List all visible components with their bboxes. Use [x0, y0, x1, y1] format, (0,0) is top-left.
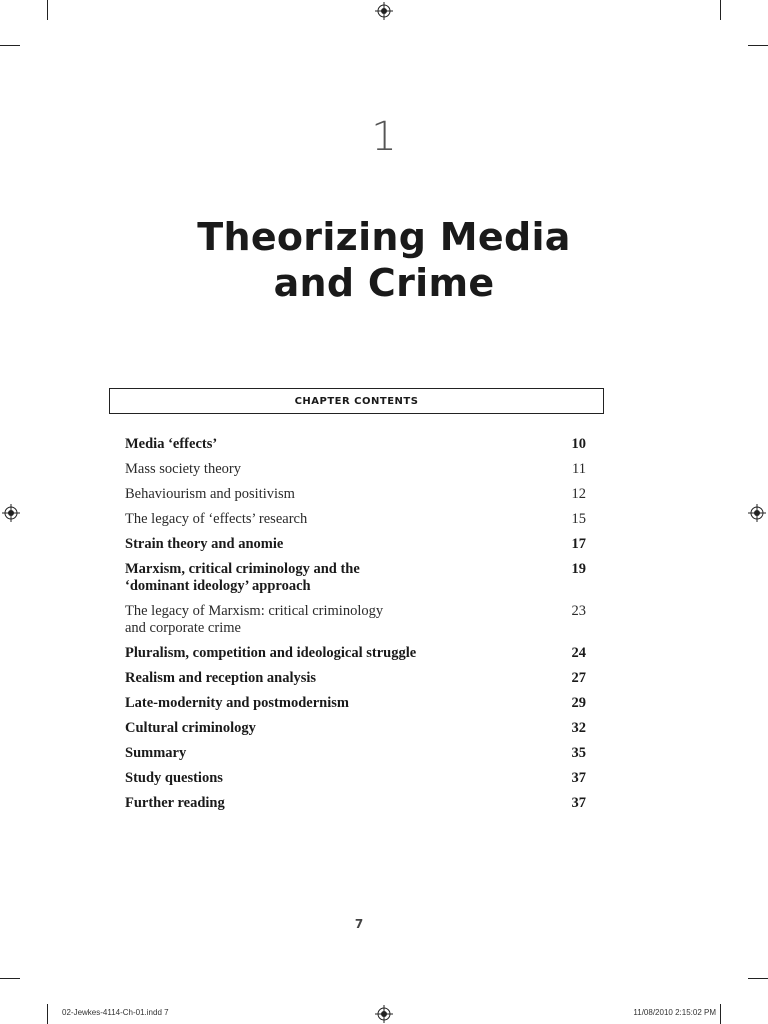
chapter-title [0, 214, 768, 306]
toc-entry-page: 10 [571, 436, 586, 452]
toc-entry [125, 536, 586, 553]
toc-entry-title: Behaviourism and positivism [125, 486, 295, 502]
toc-entry-title: Further reading [125, 795, 225, 811]
slug-filename: 02-Jewkes-4114-Ch-01.indd 7 [62, 1008, 169, 1017]
toc-entry-page: 35 [571, 745, 586, 761]
toc-entry-title: Realism and reception analysis [125, 670, 317, 686]
toc-entry-page: 32 [571, 720, 586, 736]
crop-mark-right-bottom [748, 978, 768, 979]
toc-entry-title-line: and corporate crime [125, 620, 241, 636]
toc-entry [125, 670, 586, 687]
toc-entry-title-line: Marxism, critical criminology and the [125, 561, 360, 577]
toc-entry [125, 486, 586, 503]
toc-entry-page: 29 [571, 695, 586, 711]
crop-mark-top-left [47, 0, 48, 20]
toc-entry [125, 795, 586, 812]
page-number: 7 [354, 917, 364, 931]
crop-mark-bottom-right [720, 1004, 721, 1024]
toc-entry-title-line: ‘dominant ideology’ approach [125, 578, 311, 594]
toc-entry [125, 603, 586, 637]
crop-mark-left-bottom [0, 978, 20, 979]
toc-entry-title: Media ‘effects’ [125, 436, 218, 452]
registration-mark-icon [2, 504, 20, 522]
toc-entry-title: Study questions [125, 770, 223, 786]
table-of-contents [125, 436, 586, 812]
toc-entry [125, 561, 586, 595]
toc-entry-page: 17 [571, 536, 586, 552]
chapter-number: 1 [371, 114, 397, 160]
toc-entry-page: 12 [571, 486, 586, 502]
toc-entry-title: Strain theory and anomie [125, 536, 284, 552]
toc-entry [125, 461, 586, 478]
chapter-title-line: and Crime [273, 261, 495, 305]
toc-entry [125, 511, 586, 528]
toc-entry-title: Cultural criminology [125, 720, 256, 736]
toc-entry-page: 19 [571, 561, 586, 577]
chapter-title-line: Theorizing Media [197, 215, 571, 259]
toc-entry-page: 37 [571, 770, 586, 786]
toc-entry [125, 436, 586, 453]
slug-timestamp: 11/08/2010 2:15:02 PM [633, 1008, 716, 1017]
toc-entry-page: 37 [571, 795, 586, 811]
toc-entry-title [125, 603, 383, 637]
toc-entry-page: 24 [571, 645, 586, 661]
toc-entry-title-line: The legacy of Marxism: critical criminology [125, 603, 384, 619]
toc-entry-title [125, 561, 360, 595]
chapter-contents-heading: CHAPTER CONTENTS [109, 388, 604, 414]
crop-mark-bottom-left [47, 1004, 48, 1024]
toc-entry [125, 770, 586, 787]
toc-entry-title: The legacy of ‘effects’ research [125, 511, 308, 527]
toc-entry [125, 695, 586, 712]
registration-mark-icon [375, 1005, 393, 1023]
crop-mark-top-right [720, 0, 721, 20]
toc-entry-title: Pluralism, competition and ideological struggle [125, 645, 417, 661]
toc-entry [125, 745, 586, 762]
toc-entry [125, 645, 586, 662]
toc-entry-page: 27 [571, 670, 586, 686]
registration-mark-icon [748, 504, 766, 522]
toc-entry-title: Summary [125, 745, 187, 761]
crop-mark-left-top [0, 45, 20, 46]
crop-mark-right-top [748, 45, 768, 46]
toc-entry-page: 11 [572, 461, 586, 477]
toc-entry-page: 15 [571, 511, 586, 527]
toc-entry-title: Late-modernity and postmodernism [125, 695, 349, 711]
toc-entry-title: Mass society theory [125, 461, 241, 477]
toc-entry-page: 23 [571, 603, 586, 619]
toc-entry [125, 720, 586, 737]
registration-mark-icon [375, 2, 393, 20]
